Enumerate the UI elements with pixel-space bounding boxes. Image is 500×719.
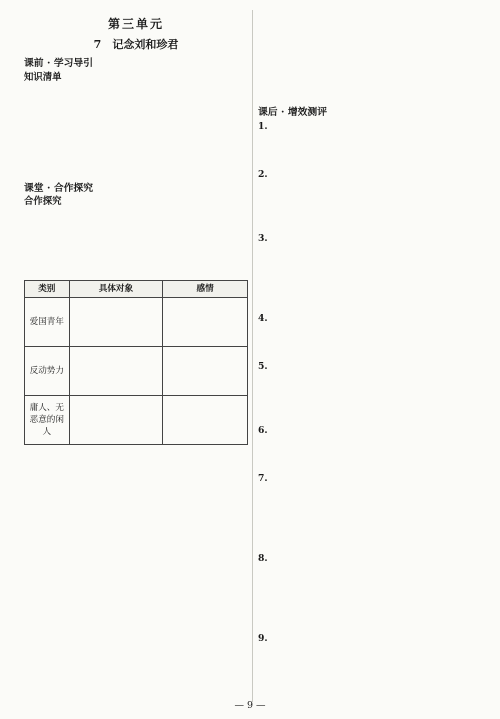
table-header: 具体对象 xyxy=(69,280,163,297)
cell-text xyxy=(166,398,244,442)
section-post-class: 课后 · 增效测评 xyxy=(258,107,328,118)
character-table xyxy=(24,280,248,445)
column-divider xyxy=(252,10,253,702)
table-cell-category: 爱国青年 xyxy=(25,297,70,346)
answer-line xyxy=(24,166,248,180)
table-row xyxy=(25,297,248,346)
table-cell-object xyxy=(69,297,163,346)
unit-title: 第三单元 xyxy=(107,17,164,31)
answer-line xyxy=(24,112,248,126)
answer-number: 3. xyxy=(258,232,268,244)
answer-number: 7. xyxy=(258,472,268,484)
answer-item xyxy=(258,632,482,662)
answer-number: 1. xyxy=(258,120,268,132)
cell-text xyxy=(73,398,160,442)
knowledge-checklist-label: 知识清单 xyxy=(24,71,62,83)
cooperative-inquiry-label: 合作探究 xyxy=(24,196,62,208)
continued-paragraph xyxy=(258,8,482,104)
cell-text xyxy=(73,349,160,393)
table-row xyxy=(25,395,248,444)
answer-line xyxy=(24,84,248,98)
table-cell-category: 庸人、无恶意的闲人 xyxy=(25,395,70,444)
table-header: 感情 xyxy=(163,280,248,297)
cell-text xyxy=(166,349,244,393)
table-cell-feeling xyxy=(163,395,248,444)
answer-number: 5. xyxy=(258,360,268,372)
table-header: 类别 xyxy=(25,280,70,297)
table-cell-object xyxy=(69,346,163,395)
answer-line xyxy=(24,125,248,139)
answer-number: 2. xyxy=(258,168,268,180)
table-cell-object xyxy=(69,395,163,444)
tip-1 xyxy=(24,209,248,263)
table-header-row xyxy=(25,280,248,297)
answer-item xyxy=(258,232,482,312)
answer-item xyxy=(258,472,482,552)
section-pre-class: 课前 · 学习导引 xyxy=(24,58,94,70)
answer-line xyxy=(24,152,248,166)
cell-text xyxy=(166,300,244,344)
left-column xyxy=(24,8,248,449)
table-cell-category: 反动势力 xyxy=(25,346,70,395)
table-cell-feeling xyxy=(163,297,248,346)
answer-item xyxy=(258,168,482,232)
right-column xyxy=(258,8,482,662)
answer-number: 6. xyxy=(258,424,268,436)
answer-number: 8. xyxy=(258,552,268,564)
answer-item xyxy=(258,552,482,632)
answer-item xyxy=(258,360,482,424)
section-in-class: 课堂 · 合作探究 xyxy=(24,182,94,194)
table-cell-feeling xyxy=(163,346,248,395)
answer-item xyxy=(258,120,482,168)
answer-number: 4. xyxy=(258,312,268,324)
cell-text xyxy=(73,300,160,344)
answer-item xyxy=(258,424,482,472)
answer-line xyxy=(24,139,248,153)
answer-number: 9. xyxy=(258,632,268,644)
lesson-title: 7 记念刘和珍君 xyxy=(93,37,179,51)
page-number: — 9 — xyxy=(234,700,266,711)
tip-2 xyxy=(24,263,248,277)
answer-item xyxy=(258,312,482,360)
answer-line xyxy=(24,98,248,112)
table-row xyxy=(25,346,248,395)
